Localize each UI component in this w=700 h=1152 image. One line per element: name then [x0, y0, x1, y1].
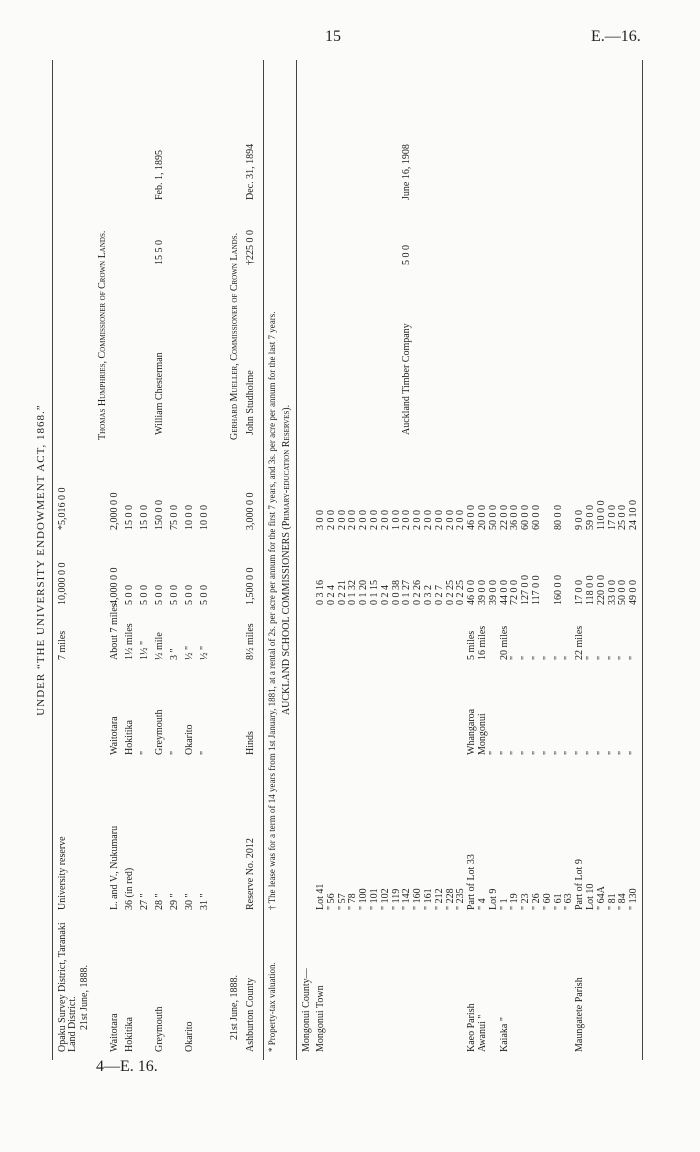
cell-lessee: William Chesterman [154, 352, 165, 435]
cell-reserve: 31 " [199, 893, 210, 910]
cell-value-1: 5 0 0 [199, 585, 210, 605]
cell-value-1: 0 2 7 [433, 585, 445, 605]
cell-value-2: 36 0 0 [509, 505, 521, 530]
cell-date: June 16, 1908 [401, 144, 413, 200]
cell-value-2: 2 0 0 [347, 510, 359, 530]
cell-value-1: 5 0 0 [169, 585, 180, 605]
cell-reserve: " 100 [358, 888, 370, 910]
page-title: UNDER “THE UNIVERSITY ENDOWMENT ACT, 1868.” [35, 404, 47, 716]
section-rule [296, 60, 297, 1060]
cell-distance: ½ mile [154, 632, 165, 660]
cell-reserve: " 26 [531, 893, 542, 910]
cell-reserve: 36 (in red) [124, 867, 135, 910]
cell-place: " [487, 750, 499, 755]
cell-distance: 5 miles [466, 630, 478, 660]
cell-distance: " [606, 655, 618, 660]
header-reserve: University reserve [57, 836, 68, 910]
cell-distance: " [563, 655, 575, 660]
cell-place: " [563, 750, 575, 755]
cell-value-2: 10 0 0 [199, 505, 210, 530]
cell-reserve: " 63 [563, 893, 575, 910]
cell-reserve: " 142 [401, 888, 413, 910]
cell-value-1: 0 0 38 [390, 580, 402, 605]
cell-district: Hokitika [124, 1017, 135, 1052]
cell-place: Mongonui [477, 713, 488, 755]
cell-distance: 22 miles [574, 625, 586, 660]
footer-code: 4—E. 16. [96, 1058, 158, 1075]
cell-distance: 16 miles [477, 625, 488, 660]
cell-value-2: 110 0 0 [595, 500, 607, 530]
cell-value-2: 150 0 0 [154, 500, 165, 530]
cell-place: " [574, 750, 586, 755]
cell-value-2: 2 0 0 [325, 510, 337, 530]
cell-distance: " [541, 655, 553, 660]
cell-value-1: 117 0 0 [531, 575, 542, 605]
bottom-rule [642, 60, 643, 1060]
cell-place: " [531, 750, 542, 755]
cell-value-1: 0 2 26 [412, 580, 424, 605]
cell-value-2: 2 0 0 [444, 510, 456, 530]
cell-value-1: 5 0 0 [124, 585, 135, 605]
header-district: Opaku Survey District, Taranaki Land District. [57, 922, 78, 1052]
cell-value-2: 2 0 0 [336, 510, 348, 530]
cell-reserve: Lot 9 [487, 888, 499, 910]
cell-rent: 15 5 0 [154, 240, 165, 265]
cell-distance: About 7 miles [109, 603, 120, 660]
cell-value-2: 60 0 0 [531, 505, 542, 530]
cell-value-1: 4,000 0 0 [109, 567, 120, 605]
cell-value-2: 10 0 0 [184, 505, 195, 530]
cell-reserve: " 61 [552, 893, 564, 910]
cell-value-2: 2 0 0 [412, 510, 424, 530]
cell-value-1: 0 2 25 [455, 580, 467, 605]
cell-district: Kaiaka " [498, 1017, 510, 1052]
section-title: AUCKLAND SCHOOL COMMISSIONERS (Primary-education Reserves). [281, 404, 292, 716]
cell-district: Greymouth [154, 1006, 165, 1052]
cell-value-1: 0 1 15 [369, 580, 380, 605]
cell-date: Dec. 31, 1894 [245, 143, 256, 200]
commissioner-2: Gerhard Mueller, Commissioner of Crown Lands. [229, 232, 240, 440]
cell-reserve: " 23 [520, 893, 532, 910]
cell-reserve: Lot 10 [585, 883, 596, 910]
cell-district: Awanui " [477, 1014, 488, 1052]
cell-place: Waitotara [109, 716, 120, 755]
cell-reserve: " 60 [541, 893, 553, 910]
cell-value-1: 50 0 0 [617, 580, 629, 605]
cell-reserve: " 160 [412, 888, 424, 910]
cell-place: Hinds [245, 731, 256, 755]
cell-rent: 5 0 0 [401, 245, 413, 265]
cell-place: " [606, 750, 618, 755]
cell-value-1: 0 2 21 [336, 580, 348, 605]
cell-reserve: 29 " [169, 893, 180, 910]
cell-value-1: 72 0 0 [509, 580, 521, 605]
cell-value-2: 2,000 0 0 [109, 492, 120, 530]
cell-date: Feb. 1, 1895 [154, 150, 165, 200]
cell-value-1: 17 0 0 [574, 580, 586, 605]
cell-value-1: 46 0 0 [466, 580, 478, 605]
cell-distance: " [617, 655, 629, 660]
cell-value-2: 2 0 0 [379, 510, 391, 530]
cell-district: Maungatete Parish [574, 977, 586, 1052]
footnote-1: * Property-tax valuation. [267, 962, 277, 1052]
cell-value-1: 49 0 0 [628, 580, 640, 605]
cell-reserve: 27 " [139, 893, 150, 910]
cell-reserve: " 228 [444, 888, 456, 910]
cell-district: Mongonui Town [315, 985, 326, 1052]
cell-district: Ashburton County [245, 977, 256, 1052]
cell-value-1: 0 2 25 [444, 580, 456, 605]
cell-value-1: 39 0 0 [487, 580, 499, 605]
cell-value-2: 24 10 0 [628, 500, 640, 530]
header-date: 21st June, 1888. [79, 965, 90, 1030]
cell-value-2: 15 0 0 [139, 505, 150, 530]
cell-district: Okarito [184, 1021, 195, 1052]
document-code: E.—16. [591, 28, 641, 45]
cell-value-2: 2 0 0 [423, 510, 434, 530]
cell-place: " [498, 750, 510, 755]
cell-reserve: 28 " [154, 893, 165, 910]
cell-value-1: 0 1 20 [358, 580, 370, 605]
cell-reserve: " 19 [509, 893, 521, 910]
cell-value-2: 22 0 0 [498, 505, 510, 530]
cell-place: Greymouth [154, 709, 165, 755]
cell-distance: 8½ miles [245, 623, 256, 660]
cell-place: " [595, 750, 607, 755]
cell-distance: " [509, 655, 521, 660]
cell-value-1: 44 0 0 [498, 580, 510, 605]
cell-value-2: 17 0 0 [606, 505, 618, 530]
cell-value-2: 2 0 0 [401, 510, 413, 530]
cell-value-1: 39 0 0 [477, 580, 488, 605]
cell-reserve: " 130 [628, 888, 640, 910]
cell-value-2: 80 0 0 [552, 505, 564, 530]
cell-distance: " [552, 655, 564, 660]
cell-reserve: " 102 [379, 888, 391, 910]
cell-reserve: " 1 [498, 898, 510, 910]
cell-place: " [617, 750, 629, 755]
county-heading: Mongonui County— [301, 968, 312, 1052]
cell-reserve: Reserve No. 2012 [245, 838, 256, 910]
cell-reserve: " 57 [336, 893, 348, 910]
cell-value-1: 160 0 0 [552, 575, 564, 605]
opaku-value-2: *5,016 0 0 [57, 487, 68, 530]
cell-district: Waitotara [109, 1013, 120, 1052]
top-rule [52, 60, 53, 1060]
cell-reserve: " 84 [617, 893, 629, 910]
cell-distance: 1½ miles [124, 623, 135, 660]
cell-reserve: " 101 [369, 888, 380, 910]
opaku-value-1: 10,000 0 0 [57, 562, 68, 605]
cell-rent: †225 0 0 [245, 230, 256, 265]
cell-reserve: " 235 [455, 888, 467, 910]
cell-reserve: " 161 [423, 888, 434, 910]
page-number: 15 [325, 28, 341, 45]
cell-place: " [509, 750, 521, 755]
cell-place: Whangaroa [466, 708, 478, 755]
cell-reserve: Part of Lot 9 [574, 859, 586, 910]
cell-reserve: " 56 [325, 893, 337, 910]
cell-value-1: 1,500 0 0 [245, 567, 256, 605]
cell-value-1: 220 0 0 [595, 575, 607, 605]
cell-value-2: 59 0 0 [585, 505, 596, 530]
opaku-distance: 7 miles [57, 630, 68, 660]
cell-lessee: John Studholme [245, 370, 256, 435]
cell-place: Hokitika [124, 720, 135, 755]
cell-place: " [552, 750, 564, 755]
rotated-table [30, 60, 650, 1060]
cell-value-2: 9 0 0 [574, 510, 586, 530]
cell-value-2: 3,000 0 0 [245, 492, 256, 530]
cell-distance: " [520, 655, 532, 660]
cell-reserve: " 212 [433, 888, 445, 910]
cell-distance: " [595, 655, 607, 660]
cell-place: " [585, 750, 596, 755]
cell-value-1: 118 0 0 [585, 575, 596, 605]
cell-reserve: " 81 [606, 893, 618, 910]
cell-reserve: " 78 [347, 893, 359, 910]
cell-distance: ½ " [199, 645, 210, 660]
cell-value-2: 15 0 0 [124, 505, 135, 530]
cell-value-2: 50 0 0 [487, 505, 499, 530]
footnote-2: † The lease was for a term of 14 years from 1st January, 1881, at a rental of 2s. per acre per annum for the first 7 years, and 3s. per acre per annum for the last 7 years. [267, 311, 277, 910]
cell-value-1: 127 0 0 [520, 575, 532, 605]
cell-place: " [628, 750, 640, 755]
cell-reserve: " 4 [477, 898, 488, 910]
cell-value-2: 2 0 0 [358, 510, 370, 530]
cell-value-2: 3 0 0 [315, 510, 326, 530]
cell-value-1: 0 3 16 [315, 580, 326, 605]
cell-value-1: 0 2 4 [325, 585, 337, 605]
cell-place: " [139, 750, 150, 755]
cell-value-2: 2 0 0 [455, 510, 467, 530]
cell-reserve: " 64A [595, 886, 607, 910]
cell-place: " [520, 750, 532, 755]
cell-value-1: 0 1 27 [401, 580, 413, 605]
cell-value-1: 33 0 0 [606, 580, 618, 605]
cell-value-2: 1 0 0 [390, 510, 402, 530]
cell-distance: " [585, 655, 596, 660]
cell-district: Kaeo Parish [466, 1003, 478, 1052]
cell-value-2: 2 0 0 [369, 510, 380, 530]
cell-distance: " [628, 655, 640, 660]
cell-distance: ½ " [184, 645, 195, 660]
cell-value-2: 60 0 0 [520, 505, 532, 530]
cell-reserve: 30 " [184, 893, 195, 910]
cell-value-2: 46 0 0 [466, 505, 478, 530]
cell-lessee: Auckland Timber Company [401, 323, 413, 435]
cell-distance: 1½ " [139, 640, 150, 660]
cell-value-2: 25 0 0 [617, 505, 629, 530]
cell-place: " [199, 750, 210, 755]
cell-reserve: Part of Lot 33 [466, 854, 478, 910]
cell-reserve: L. and V., Nukumaru [109, 825, 120, 910]
cell-place: " [169, 750, 180, 755]
cell-value-2: 2 0 0 [433, 510, 445, 530]
cell-value-1: 0 2 4 [379, 585, 391, 605]
cell-value-1: 0 1 32 [347, 580, 359, 605]
mid-rule [263, 60, 264, 1060]
cell-distance: " [531, 655, 542, 660]
commissioner-1: Thomas Humphries, Commissioner of Crown Lands. [97, 230, 108, 440]
cell-value-1: 5 0 0 [184, 585, 195, 605]
cell-place: " [541, 750, 553, 755]
cell-value-2: 20 0 0 [477, 505, 488, 530]
cell-reserve: " 119 [390, 888, 402, 910]
cell-place: Okarito [184, 724, 195, 755]
cell-value-1: 5 0 0 [139, 585, 150, 605]
cell-value-1: 5 0 0 [154, 585, 165, 605]
cell-reserve: Lot 41 [315, 883, 326, 910]
cell-distance: 3 " [169, 648, 180, 660]
second-date: 21st June, 1888. [229, 975, 240, 1040]
cell-value-2: 75 0 0 [169, 505, 180, 530]
cell-distance: 20 miles [498, 625, 510, 660]
cell-value-1: 0 3 2 [423, 585, 434, 605]
